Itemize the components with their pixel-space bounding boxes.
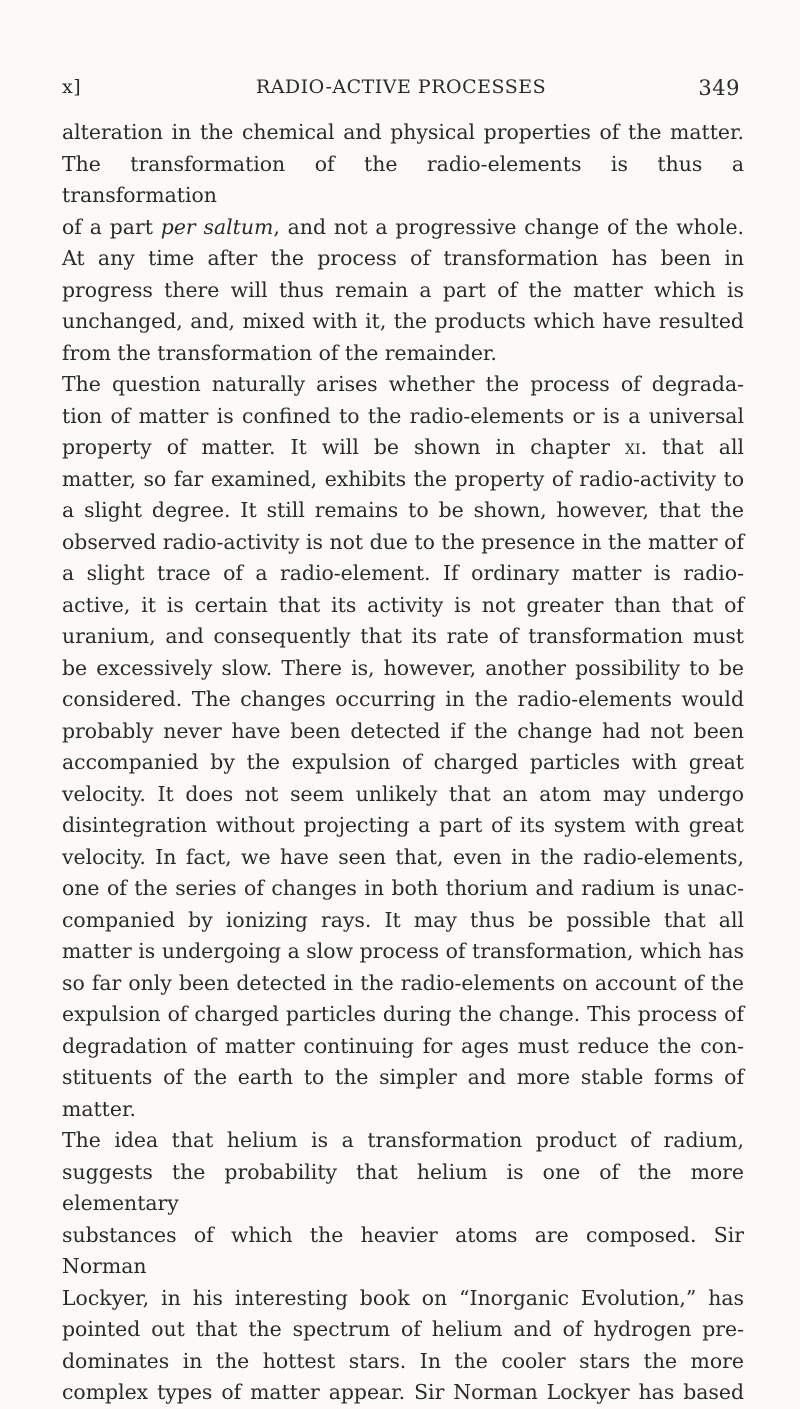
line-post: that all <box>647 435 744 459</box>
text-line: The question naturally arises whether the process of degrada- <box>62 372 744 396</box>
text-line: matter is undergoing a slow process of transformation, which has <box>62 939 744 963</box>
text-line: uranium, and consequently that its rate of transformation must <box>62 624 744 648</box>
text-line: so far only been detected in the radio-elements on account of the <box>62 970 744 995</box>
text-line: substances of which the heavier atoms are composed. Sir Norman <box>62 1222 744 1278</box>
text-line: tion of matter is confined to the radio-elements or is a universal <box>62 403 744 428</box>
text-line: accompanied by the expulsion of charged particles with great <box>62 750 744 774</box>
text-line: from the transformation of the remainder. <box>62 340 497 365</box>
text-line: degradation of matter continuing for ages must reduce the con- <box>62 1033 744 1058</box>
text-line: The transformation of the radio-elements is thus a transformation <box>62 151 744 207</box>
text-line: The idea that helium is a transformation product of radium, <box>62 1128 744 1152</box>
text-line: matter. <box>62 1096 136 1121</box>
line-pre: of a part <box>62 214 161 239</box>
text-line: alteration in the chemical and physical properties of the matter. <box>62 120 744 144</box>
text-line: a slight degree. It still remains to be shown, however, that the <box>62 498 744 522</box>
section-marker: x] <box>62 76 82 98</box>
text-line <box>62 432 744 464</box>
text-line <box>62 212 744 244</box>
text-line: pointed out that the spectrum of helium and of hydrogen pre- <box>62 1317 744 1341</box>
text-line: probably never have been detected if the change had not been <box>62 718 744 743</box>
text-line: Lockyer, in his interesting book on “Inorganic Evolution,” has <box>62 1285 744 1310</box>
text-line: suggests the probability that helium is one of the more elementary <box>62 1159 744 1215</box>
text-line: dominates in the hottest stars. In the cooler stars the more <box>62 1348 744 1373</box>
line-pre: property of matter. It will be shown in chapter <box>62 435 626 459</box>
text-line: a slight trace of a radio-element. If ordinary matter is radio- <box>62 561 744 585</box>
body-text <box>62 117 744 1409</box>
running-header <box>62 76 740 112</box>
text-line: be excessively slow. There is, however, another possibility to be <box>62 655 744 680</box>
text-line: observed radio-activity is not due to the presence in the matter of <box>62 529 744 554</box>
text-line: active, it is certain that its activity is not greater than that of <box>62 592 744 617</box>
running-title: RADIO-ACTIVE PROCESSES <box>255 76 547 98</box>
text-line: velocity. In fact, we have seen that, even in the radio-elements, <box>62 844 744 869</box>
text-line: expulsion of charged particles during the change. This process of <box>62 1002 744 1026</box>
text-line: disintegration without projecting a part of its system with great <box>62 813 744 837</box>
text-line: considered. The changes occurring in the radio-elements would <box>62 687 744 711</box>
line-em: per saltum <box>160 214 274 239</box>
text-line: matter, so far examined, exhibits the property of radio-activity to <box>62 466 744 491</box>
text-line: complex types of matter appear. Sir Norman Lockyer has based <box>62 1380 744 1404</box>
text-line: stituents of the earth to the simpler and more stable forms of <box>62 1065 744 1089</box>
line-post: , and not a progressive change of the whole. <box>273 214 745 239</box>
line-sc: xi. <box>625 435 648 459</box>
text-line: unchanged, and, mixed with it, the products which have resulted <box>62 309 744 333</box>
text-line: At any time after the process of transformation has been in <box>62 246 744 270</box>
text-line: companied by ionizing rays. It may thus be possible that all <box>62 907 744 932</box>
text-line: velocity. It does not seem unlikely that an atom may undergo <box>62 781 744 806</box>
page-number: 349 <box>698 76 740 100</box>
text-line: progress there will thus remain a part of the matter which is <box>62 277 744 302</box>
text-line: one of the series of changes in both thorium and radium is unac- <box>62 876 744 900</box>
